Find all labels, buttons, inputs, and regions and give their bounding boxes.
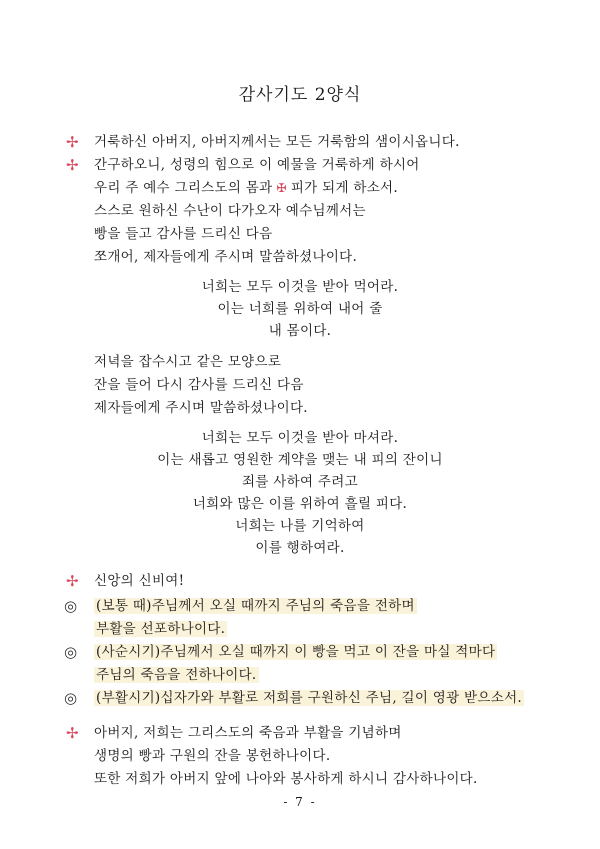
page-number: - 7 - xyxy=(283,795,317,809)
consecration-line: 이는 너희를 위하여 내어 줄 xyxy=(217,301,383,317)
consecration-line: 죄를 사하여 주려고 xyxy=(242,474,358,490)
consecration-line: 너희는 모두 이것을 받아 마셔라. xyxy=(201,430,399,446)
prayer-line: 쪼개어, 제자들에게 주시며 말씀하셨나이다. xyxy=(94,249,358,265)
prayer-line: 잔을 들어 다시 감사를 드리신 다음 xyxy=(94,377,304,393)
acclamation-text: (사순시기)주님께서 오실 때까지 이 빵을 먹고 이 잔을 마실 적마다 xyxy=(96,644,496,660)
prayer-line: 빵을 들고 감사를 드리신 다음 xyxy=(94,226,273,242)
prayer-line: 거룩하신 아버지, 아버지께서는 모든 거룩함의 샘이시옵니다. xyxy=(94,134,460,150)
acclamation-line xyxy=(94,596,417,616)
acclamation-text: (보통 때)주님께서 오실 때까지 주님의 죽음을 전하며 xyxy=(96,598,415,614)
prayer-text: 피가 되게 하소서. xyxy=(290,180,398,196)
cross-icon: ✢ xyxy=(66,156,79,174)
mystery-intro: 신앙의 신비여! xyxy=(94,573,185,589)
acclamation-line xyxy=(94,642,497,662)
acclamation-line xyxy=(94,688,524,708)
page-title: 감사기도 2양식 xyxy=(238,85,362,105)
prayer-line: 또한 저희가 아버지 앞에 나아와 봉사하게 하시니 감사하나이다. xyxy=(94,771,478,787)
bullet-icon: ◎ xyxy=(64,597,78,615)
cross-icon: ✢ xyxy=(66,572,79,590)
consecration-line: 너희와 많은 이를 위하여 흘릴 피다. xyxy=(192,496,408,512)
sign-of-cross-icon: ✠ xyxy=(276,181,287,195)
acclamation-text: (부활시기)십자가와 부활로 저희를 구원하신 주님, 길이 영광 받으소서. xyxy=(96,690,523,706)
prayer-line: 저녁을 잡수시고 같은 모양으로 xyxy=(94,354,282,370)
prayer-line: 제자들에게 주시며 말씀하셨나이다. xyxy=(94,400,308,416)
consecration-line: 이를 행하여라. xyxy=(255,540,345,556)
acclamation-line xyxy=(94,619,227,639)
prayer-line: 스스로 원하신 수난이 다가오자 예수님께서는 xyxy=(94,203,366,219)
prayer-line: 간구하오니, 성령의 힘으로 이 예물을 거룩하게 하시어 xyxy=(94,157,420,173)
prayer-line xyxy=(94,178,398,198)
cross-icon: ✢ xyxy=(66,133,79,151)
consecration-line: 너희는 모두 이것을 받아 먹어라. xyxy=(201,279,399,295)
acclamation-text: 주님의 죽음을 전하나이다. xyxy=(96,667,257,683)
bullet-icon: ◎ xyxy=(64,689,78,707)
prayer-line: 생명의 빵과 구원의 잔을 봉헌하나이다. xyxy=(94,748,331,764)
consecration-line: 이는 새롭고 영원한 계약을 맺는 내 피의 잔이니 xyxy=(157,452,443,468)
acclamation-line xyxy=(94,665,259,685)
cross-icon: ✢ xyxy=(66,724,79,742)
consecration-line: 내 몸이다. xyxy=(268,323,332,339)
bullet-icon: ◎ xyxy=(64,643,78,661)
consecration-line: 너희는 나를 기억하여 xyxy=(235,518,365,534)
prayer-line: 아버지, 저희는 그리스도의 죽음과 부활을 기념하며 xyxy=(94,725,402,741)
prayer-text: 우리 주 예수 그리스도의 몸과 xyxy=(94,180,273,196)
acclamation-text: 부활을 선포하나이다. xyxy=(96,621,226,637)
